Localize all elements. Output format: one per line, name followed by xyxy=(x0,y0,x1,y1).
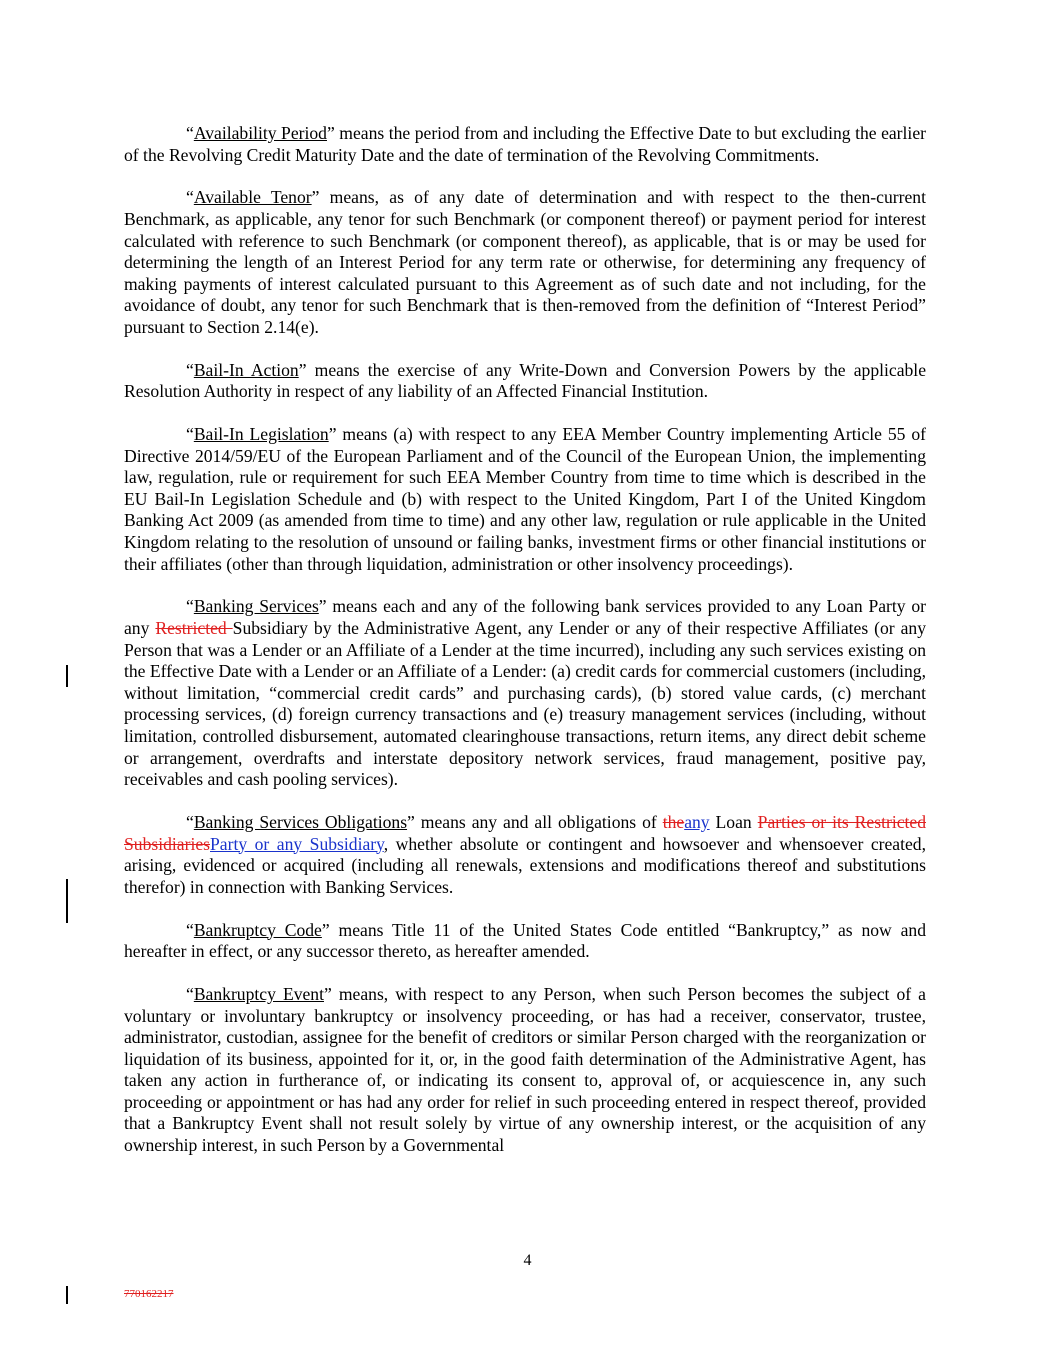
inserted-text: Party or any Subsidiary xyxy=(210,833,384,854)
text-run: “ xyxy=(186,187,194,208)
change-bar xyxy=(66,1286,68,1304)
text-run: “ xyxy=(186,983,194,1004)
text-run: “ xyxy=(186,359,194,380)
text-run: Subsidiary by the Administrative Agent, any Lender or any of their respective Affiliates (or any Person that was a Lender or an Affiliate of a Lender at the time incurred), including any such services existing on the Effective Date with a Lender or an Affiliate of a Lender: (a) credit cards for commercial customers (including, without limitation, “commercial credit cards” and purchasing cards), (b) stored value cards, (c) merchant processing services, (d) foreign currency transactions and (e) treasury management services (including, without limitation, controlled disbursement, automated clearinghouse transactions, return items, any direct debit scheme or arrangement, overdrafts and interstate depository network services, fraud management, positive pay, receivables and cash pooling services). xyxy=(124,618,927,790)
text-run: ” means, as of any date of determination and with respect to the then-current Benchmark, as applicable, any tenor for such Benchmark (or component thereof) or payment period for interest calculated with reference to such Benchmark (or component thereof), as applicable, that is or may be used for determining the length of an Interest Period for any term rate or otherwise, for determining any frequency of making payments of interest calculated pursuant to this Agreement as of such date and not including, for the avoidance of doubt, any tenor for such Benchmark that is then-removed from the definition of “Interest Period” pursuant to Section 2.14(e). xyxy=(124,187,926,337)
defined-term: Banking Services Obligations xyxy=(193,811,408,832)
text-run: ” means the exercise of any Write-Down and Conversion Powers by the applicable Resolution Authority in respect of any liability of an Affected Financial Institution. xyxy=(124,359,927,402)
text-run: , whether absolute or contingent and howsoever and whensoever created, arising, evidenced or acquired (including all renewals, extensions and modifications thereof and substitutions therefor) in connection with Banking Services. xyxy=(124,833,926,897)
text-run: Loan xyxy=(709,811,758,832)
definition-paragraph xyxy=(124,187,926,338)
text-run: ” means (a) with respect to any EEA Member Country implementing Article 55 of Directive 2014/59/EU of the European Parliament and of the Council of the European Union, the implementing law, regulation, rule or requirement for such EEA Member Country from time to time which is described in the EU Bail-In Legislation Schedule and (b) with respect to the United Kingdom, Part I of the United Kingdom Banking Act 2009 (as amended from time to time) and any other law, regulation or rule applicable in the United Kingdom relating to the resolution of unsound or failing banks, investment firms or other financial institutions or their affiliates (other than through liquidation, administration or other insolvency proceedings). xyxy=(124,424,926,574)
deleted-text: Restricted xyxy=(155,618,233,639)
text-run: “ xyxy=(186,123,194,143)
change-bar xyxy=(66,665,68,687)
deleted-text: Parties or its Restricted Subsidiaries xyxy=(124,811,927,854)
text-run: ” means each and any of the following bank services provided to any Loan Party or any xyxy=(124,596,926,639)
text-run: ” means, with respect to any Person, when such Person becomes the subject of a voluntary or involuntary bankruptcy or insolvency proceeding, or has had a receiver, conservator, trustee, administrator, custodian, assignee for the benefit of creditors or similar Person charged with the reorganization or liquidation of its business, appointed for it, or, in the good faith determination of the Administrative Agent, has taken any action in furtherance of, or indicating its consent to, approval of, or acquiescence in, any such proceeding or appointment or has had any order for relief in such proceeding entered in respect thereof, provided that a Bankruptcy Event shall not result solely by virtue of any ownership interest, or the acquisition of any ownership interest, in such Person by a Governmental xyxy=(124,983,926,1156)
definition-paragraph xyxy=(124,596,926,790)
defined-term: Bankruptcy Code xyxy=(193,919,322,940)
definition-paragraph xyxy=(124,984,926,1157)
document-id: 770162217 xyxy=(124,1288,174,1300)
text-run: “ xyxy=(186,424,194,445)
defined-term: Bankruptcy Event xyxy=(193,983,324,1004)
defined-term: Availability Period xyxy=(193,123,327,143)
page-number: 4 xyxy=(523,1252,532,1269)
defined-term: Bail-In Legislation xyxy=(193,424,329,445)
definition-paragraph xyxy=(124,424,926,575)
inserted-text: any xyxy=(684,811,710,832)
text-run: ” means the period from and including the Effective Date to but excluding the earlier of the Revolving Credit Maturity Date and the date of termination of the Revolving Commitments. xyxy=(124,123,926,165)
text-run: ” means Title 11 of the United States Code entitled “Bankruptcy,” as now and hereafter in effect, or any successor thereto, as hereafter amended. xyxy=(124,919,926,962)
definition-paragraph xyxy=(124,920,926,963)
defined-term: Bail-In Action xyxy=(193,359,299,380)
text-run: “ xyxy=(186,811,194,832)
deleted-text: the xyxy=(662,811,685,832)
definition-paragraph xyxy=(124,123,926,166)
definition-paragraph xyxy=(124,812,926,898)
document-body xyxy=(124,123,926,1178)
text-run: “ xyxy=(186,919,194,940)
definition-paragraph xyxy=(124,360,926,403)
text-run: ” means any and all obligations of xyxy=(407,811,663,832)
defined-term: Available Tenor xyxy=(193,187,312,208)
change-bar xyxy=(66,879,68,923)
text-run: “ xyxy=(186,596,194,617)
defined-term: Banking Services xyxy=(193,596,319,617)
